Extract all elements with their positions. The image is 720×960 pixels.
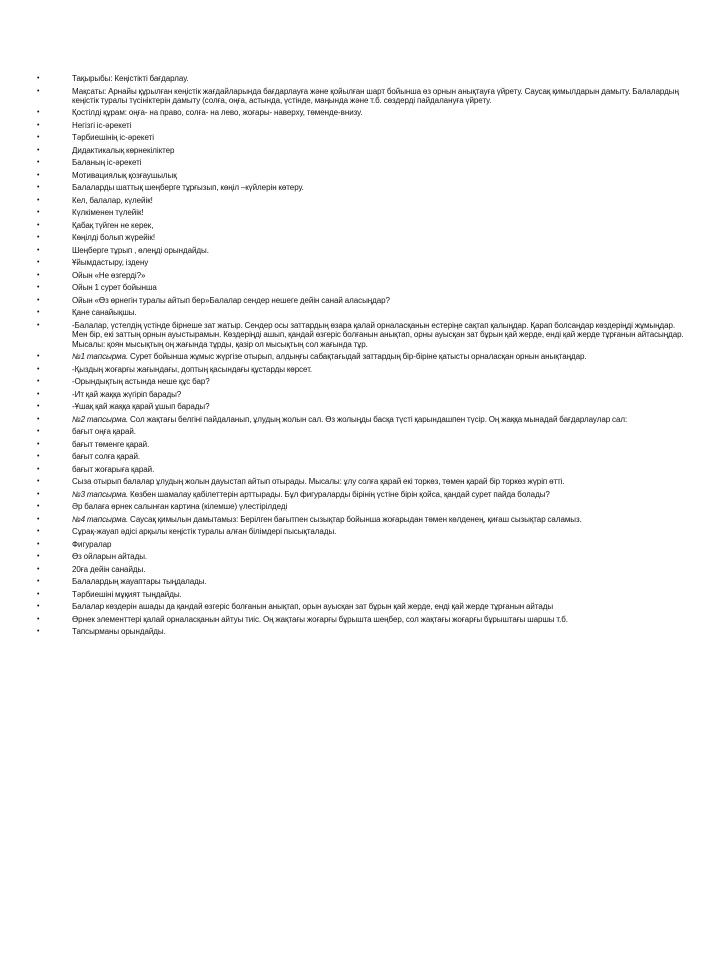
bullet-icon: • <box>37 628 40 636</box>
list-item <box>37 615 687 624</box>
list-item-text: Мотивациялық қозғаушылық <box>72 170 177 180</box>
list-item <box>37 527 687 536</box>
list-item-text: Ойын 1 сурет бойынша <box>72 283 157 293</box>
list-item-text: Ұйымдастыру, іздену <box>72 258 149 268</box>
bullet-icon: • <box>37 75 40 82</box>
list-item-text: Тақырыбы: Кеңістікті бағдарлау. <box>72 74 189 83</box>
list-item-text: Қабақ түйген не керек, <box>72 220 154 230</box>
list-item-text: -Орындықтың астында неше құс бар? <box>72 377 210 387</box>
list-item <box>37 590 687 599</box>
list-item <box>37 246 687 255</box>
bullet-icon: • <box>37 196 40 204</box>
list-item-text: Көңілді болып жүрейік! <box>72 233 155 243</box>
bullet-icon: • <box>37 234 40 242</box>
list-item <box>37 196 687 205</box>
bullet-icon: • <box>37 121 40 129</box>
bullet-icon: • <box>37 146 40 154</box>
list-item <box>37 552 687 561</box>
list-item-text: Негізгі іс-әрекеті <box>72 120 132 130</box>
list-item-text: Фигуралар <box>72 539 112 549</box>
list-item-text: Өз ойларын айтады. <box>72 552 148 562</box>
list-item-text: бағыт оңға қарай. <box>72 427 136 437</box>
task-number: №4 тапсырма. <box>72 514 129 524</box>
list-item <box>37 490 687 499</box>
list-item-text: Тәрбиешіні мұқият тыңдайды. <box>72 589 182 599</box>
bullet-icon: • <box>37 428 40 436</box>
bullet-icon: • <box>37 440 40 448</box>
list-item <box>37 515 687 524</box>
bullet-icon: • <box>37 134 40 142</box>
bullet-icon: • <box>37 615 40 623</box>
bullet-icon: • <box>37 453 40 461</box>
list-item <box>37 440 687 449</box>
list-item <box>37 233 687 242</box>
list-item <box>37 158 687 167</box>
list-item-text: Тәрбиешінің іс-әрекеті <box>72 133 154 143</box>
list-item <box>37 74 687 83</box>
list-item-text: Дидактикалық көрнекіліктер <box>72 145 175 155</box>
list-item <box>37 87 687 106</box>
list-item-text: Сурет бойынша жұмыс жүргізе отырып, алдыңғы сабақтағыдай заттардың бір-біріне қатысты орналасқан орнын анықтаңдар. <box>128 352 587 362</box>
list-item <box>37 121 687 130</box>
list-item-text: Сыза отырып балалар ұлудың жолын дауыстап айтып отырады. Мысалы: ұлу солға қарай екі торкөз, төмен қарай бір торкөз жүріп өтті. <box>72 477 565 487</box>
list-item <box>37 477 687 486</box>
bullet-icon: • <box>37 209 40 217</box>
bullet-icon: • <box>37 365 40 373</box>
list-item-text: Тапсырманы орындайды. <box>72 627 166 637</box>
list-item <box>37 415 687 424</box>
bullet-icon: • <box>37 184 40 192</box>
list-item-text: Қане санайықшы. <box>72 308 137 318</box>
bullet-icon: • <box>37 515 40 523</box>
bullet-list <box>37 74 687 640</box>
list-item-text: Баланың іс-әрекеті <box>72 158 142 168</box>
list-item <box>37 271 687 280</box>
list-item <box>37 365 687 374</box>
bullet-icon: • <box>37 540 40 548</box>
list-item <box>37 352 687 361</box>
list-item-text: Қостілді құрам: оңға- на право, солға- на лево, жоғары- наверху, төменде-внизу. <box>72 108 363 118</box>
list-item <box>37 146 687 155</box>
list-item <box>37 540 687 549</box>
list-item-text: Балалар көздерін ашады да қандай өзгеріс болғанын анықтап, орын ауысқан зат бұрын қай жерде, енді қай жерде тұрғанын айтады <box>72 602 554 612</box>
list-item-text: -Қыздың жоғарғы жағындағы, доптың қасындағы құстарды көрсет. <box>72 364 313 374</box>
list-item <box>37 427 687 436</box>
list-item <box>37 258 687 267</box>
list-item <box>37 465 687 474</box>
bullet-icon: • <box>37 309 40 317</box>
list-item <box>37 452 687 461</box>
bullet-icon: • <box>37 159 40 167</box>
list-item-text: Кел, балалар, күлейік! <box>72 195 153 205</box>
list-item <box>37 502 687 511</box>
bullet-icon: • <box>37 478 40 486</box>
list-item-text: 20ға дейін санайды. <box>72 564 146 574</box>
bullet-icon: • <box>37 565 40 573</box>
bullet-icon: • <box>37 109 40 117</box>
list-item <box>37 321 687 349</box>
list-item-text: -Ұшақ қай жаққа қарай ұшып барады? <box>72 402 210 412</box>
list-item-text: Шеңберге тұрып , өлеңді орындайды. <box>72 245 209 255</box>
bullet-icon: • <box>37 378 40 386</box>
task-number: №1 тапсырма. <box>72 352 129 362</box>
list-item-text: Сол жақтағы белгіні пайдаланып, ұлудың жолын сал. Өз жолыңды басқа түсті қарындашпен түсір. Оң жаққа мынадай бағдарлаулар сал: <box>128 414 628 424</box>
list-item <box>37 402 687 411</box>
bullet-icon: • <box>37 403 40 411</box>
bullet-icon: • <box>37 353 40 361</box>
list-item <box>37 627 687 636</box>
bullet-icon: • <box>37 553 40 561</box>
list-item <box>37 221 687 230</box>
list-item <box>37 377 687 386</box>
bullet-icon: • <box>37 221 40 229</box>
list-item-text: Мақсаты: Арнайы құрылған кеңістік жағдайларында бағдарлауға және қойылған шарт бойынша өз орнын анықтауға үйрету. Саусақ қимылдарын дамыту. Балалардың кеңістік туралы түсініктерін дамыту (солға, оңға, астында, үстінде, маңында және т.б. сөздерді пайдалануға үйрету. <box>72 86 679 105</box>
list-item-text: Ойын «Не өзгерді?» <box>72 270 146 280</box>
bullet-icon: • <box>37 578 40 586</box>
list-item <box>37 208 687 217</box>
list-item-text: бағыт солға қарай. <box>72 452 141 462</box>
bullet-icon: • <box>37 603 40 611</box>
list-item <box>37 390 687 399</box>
list-item-text: бағыт төменге қарай. <box>72 439 150 449</box>
task-number: №2 тапсырма. <box>72 414 129 424</box>
bullet-icon: • <box>37 590 40 598</box>
list-item <box>37 133 687 142</box>
list-item <box>37 108 687 117</box>
bullet-icon: • <box>37 284 40 292</box>
bullet-icon: • <box>37 321 40 329</box>
list-item <box>37 171 687 180</box>
list-item <box>37 565 687 574</box>
list-item-text: Өрнек элементтері қалай орналасқанын айтуы тиіс. Оң жақтағы жоғарғы бұрышта шеңбер, сол жақтағы жоғарғы бұрыштағы шаршы т.б. <box>72 614 568 624</box>
list-item <box>37 308 687 317</box>
list-item <box>37 577 687 586</box>
list-item-text: -Балалар, үстелдің үстінде бірнеше зат жатыр. Сендер осы заттардың өзара қалай орналасқанын естеріңе сақтап қалыңдар. Қарап болсаңдар көздеріңді жұмыңдар. Мен бір, екі заттың орнын ауыстырамын. Көздеріңді ашып, қандай өзгеріс болғанын анықтап, орны ауысқан зат бұрын қай жерде, енді қай жерде тұрғанын айтасыңдар. Мысалы: қоян мысықтың оң жағында тұрды, қазір ол мысықтың сол жағында тұр. <box>72 320 684 349</box>
list-item <box>37 296 687 305</box>
list-item <box>37 602 687 611</box>
task-number: №3 тапсырма. <box>72 489 129 499</box>
list-item-text: Балаларды шаттық шеңберге тұрғызып, көңіл –күйлерін көтеру. <box>72 183 304 193</box>
list-item-text: Күлкіменен түлейік! <box>72 208 144 218</box>
bullet-icon: • <box>37 271 40 279</box>
bullet-icon: • <box>37 415 40 423</box>
bullet-icon: • <box>37 259 40 267</box>
list-item-text: Саусақ қимылын дамытамыз: Берілген бағытпен сызықтар бойынша жоғарыдан төмен көлденең, қиғаш сызықтар саламыз. <box>128 514 582 524</box>
bullet-icon: • <box>37 465 40 473</box>
list-item <box>37 183 687 192</box>
list-item-text: бағыт жоғарыға қарай. <box>72 464 155 474</box>
bullet-icon: • <box>37 528 40 536</box>
list-item-text: Әр балаға өрнек салынған картина (кілемше) үлестірілдеді <box>72 502 288 512</box>
bullet-icon: • <box>37 171 40 179</box>
list-item-text: -Ит қай жаққа жүгіріп барады? <box>72 389 182 399</box>
list-item-text: Сұрақ-жауап әдісі арқылы кеңістік туралы алған білімдері пысықталады. <box>72 527 337 537</box>
bullet-icon: • <box>37 390 40 398</box>
bullet-icon: • <box>37 490 40 498</box>
bullet-icon: • <box>37 503 40 511</box>
list-item-text: Көзбен шамалау қабілеттерін арттырады. Бұл фигураларды бірінің үстіне бірін қойса, қандай сурет пайда болады? <box>128 489 550 499</box>
list-item-text: Ойын «Өз өрнегін туралы айтып бер»Балалар сендер нешеге дейін санай аласыңдар? <box>72 295 390 305</box>
bullet-icon: • <box>37 296 40 304</box>
bullet-icon: • <box>37 246 40 254</box>
list-item <box>37 283 687 292</box>
list-item-text: Балалардың жауаптары тыңдалады. <box>72 577 207 587</box>
bullet-icon: • <box>37 87 40 95</box>
